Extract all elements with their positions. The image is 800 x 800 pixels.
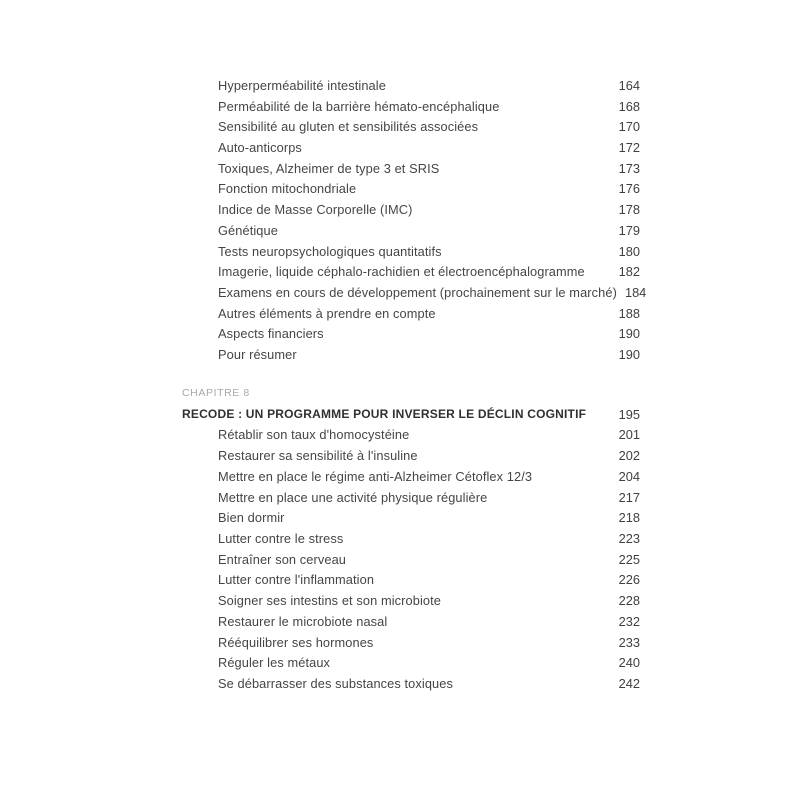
toc-entry xyxy=(182,549,640,570)
toc-entry-label: Restaurer sa sensibilité à l'insuline xyxy=(218,448,418,464)
toc-entry-label: Rééquilibrer ses hormones xyxy=(218,634,374,650)
toc-entry-label: Aspects financiers xyxy=(218,326,324,342)
toc-entry-page-number: 179 xyxy=(618,222,640,238)
toc-entry-page-number: 240 xyxy=(618,655,640,671)
toc-entry xyxy=(182,632,640,653)
toc-entry-label: Hyperperméabilité intestinale xyxy=(218,77,386,93)
toc-entry xyxy=(182,116,640,137)
toc-entry xyxy=(182,466,640,487)
toc-entry-label: Pour résumer xyxy=(218,347,297,363)
chapter-page-number: 195 xyxy=(618,406,640,422)
toc-entry-page-number: 225 xyxy=(618,551,640,567)
toc-entry xyxy=(182,137,640,158)
toc-entry-label: Toxiques, Alzheimer de type 3 et SRIS xyxy=(218,160,440,176)
toc-entry-page-number: 180 xyxy=(618,243,640,259)
toc-entry-page-number: 173 xyxy=(618,160,640,176)
toc-entry-page-number: 228 xyxy=(618,593,640,609)
toc-entry-page-number: 232 xyxy=(618,613,640,629)
toc-entry-label: Entraîner son cerveau xyxy=(218,551,347,567)
toc-entry xyxy=(182,507,640,528)
toc-entry xyxy=(182,241,640,262)
toc-entry-page-number: 242 xyxy=(618,675,640,691)
toc-entry-page-number: 176 xyxy=(618,181,640,197)
toc-entry xyxy=(182,75,640,96)
chapter-title: RECODE : UN PROGRAMME POUR INVERSER LE DÉCLIN COGNITIF xyxy=(182,407,587,422)
toc-entry-label: Sensibilité au gluten et sensibilités associées xyxy=(218,119,479,135)
toc-entry-label: Se débarrasser des substances toxiques xyxy=(218,675,453,691)
toc-entry-label: Lutter contre l'inflammation xyxy=(218,572,375,588)
toc-entry-page-number: 218 xyxy=(618,510,640,526)
toc-entry-page-number: 164 xyxy=(618,77,640,93)
toc-entry xyxy=(182,261,640,282)
toc-section-chapter8-subentries xyxy=(182,425,640,694)
toc-entry-label: Auto-anticorps xyxy=(218,140,302,156)
toc-entry-label: Soigner ses intestins et son microbiote xyxy=(218,593,441,609)
toc-entry-page-number: 190 xyxy=(618,347,640,363)
toc-entry-label: Examens en cours de développement (prochainement sur le marché) xyxy=(218,285,617,301)
toc-entry-page-number: 182 xyxy=(618,264,640,280)
toc-entry xyxy=(182,282,647,303)
toc-entry xyxy=(182,179,640,200)
toc-entry-label: Imagerie, liquide céphalo-rachidien et électroencéphalogramme xyxy=(218,264,585,280)
toc-entry xyxy=(182,220,640,241)
toc-entry-label: Perméabilité de la barrière hémato-encéphalique xyxy=(218,98,500,114)
toc-entry xyxy=(182,96,640,117)
toc-entry-page-number: 172 xyxy=(618,140,640,156)
toc-entry xyxy=(182,570,640,591)
toc-entry xyxy=(182,652,640,673)
toc-entry-page-number: 233 xyxy=(618,634,640,650)
toc-entry-page-number: 168 xyxy=(618,98,640,114)
toc-entry-page-number: 178 xyxy=(618,202,640,218)
toc-entry xyxy=(182,445,640,466)
toc-entry-page-number: 204 xyxy=(618,468,640,484)
toc-entry-page-number: 188 xyxy=(618,305,640,321)
toc-entry-label: Tests neuropsychologiques quantitatifs xyxy=(218,243,442,259)
toc-entry-label: Bien dormir xyxy=(218,510,285,526)
chapter-8-heading xyxy=(182,383,640,424)
toc-entry-page-number: 170 xyxy=(618,119,640,135)
toc-section-chapter7-subentries xyxy=(182,75,647,365)
toc-entry xyxy=(182,344,640,365)
toc-entry xyxy=(182,528,640,549)
toc-entry-page-number: 223 xyxy=(618,530,640,546)
toc-entry-label: Réguler les métaux xyxy=(218,655,331,671)
toc-entry xyxy=(182,487,640,508)
toc-entry-label: Mettre en place le régime anti-Alzheimer Cétoflex 12/3 xyxy=(218,468,533,484)
toc-entry-page-number: 190 xyxy=(618,326,640,342)
toc-entry-label: Autres éléments à prendre en compte xyxy=(218,305,436,321)
toc-entry-page-number: 201 xyxy=(618,427,640,443)
toc-entry-page-number: 202 xyxy=(618,448,640,464)
toc-entry xyxy=(182,303,640,324)
toc-entry xyxy=(182,673,640,694)
chapter-kicker: CHAPITRE 8 xyxy=(182,387,250,400)
chapter-title-row xyxy=(182,404,640,425)
toc-entry xyxy=(182,425,640,446)
toc-entry-label: Rétablir son taux d'homocystéine xyxy=(218,427,410,443)
toc-entry xyxy=(182,611,640,632)
toc-entry-label: Lutter contre le stress xyxy=(218,530,344,546)
table-of-contents xyxy=(182,75,647,694)
toc-entry-label: Fonction mitochondriale xyxy=(218,181,357,197)
toc-entry-label: Mettre en place une activité physique régulière xyxy=(218,489,488,505)
toc-entry xyxy=(182,590,640,611)
toc-entry-label: Restaurer le microbiote nasal xyxy=(218,613,388,629)
toc-entry xyxy=(182,324,640,345)
toc-entry-page-number: 184 xyxy=(624,285,647,301)
toc-entry-page-number: 217 xyxy=(618,489,640,505)
toc-entry xyxy=(182,158,640,179)
toc-entry-page-number: 226 xyxy=(618,572,640,588)
toc-entry-label: Génétique xyxy=(218,222,278,238)
toc-entry xyxy=(182,199,640,220)
toc-entry-label: Indice de Masse Corporelle (IMC) xyxy=(218,202,413,218)
